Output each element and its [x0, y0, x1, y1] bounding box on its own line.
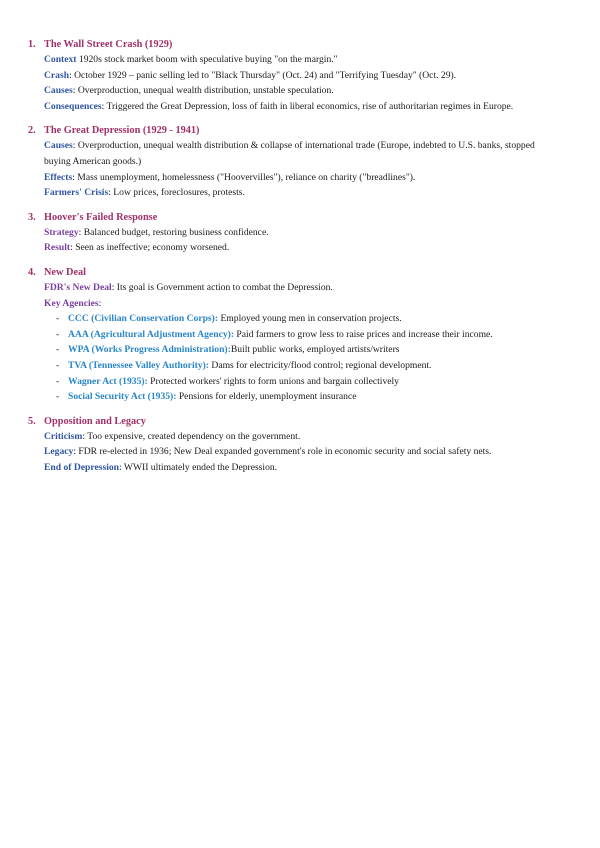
section-title: Opposition and Legacy	[44, 415, 146, 427]
agency-name: TVA (Tennessee Valley Authority):	[68, 359, 209, 371]
agency-text: Built public works, employed artists/writers	[230, 344, 400, 356]
agency-list	[44, 311, 558, 405]
result-line	[44, 240, 558, 256]
line-text: : Low prices, foreclosures, protests.	[108, 187, 245, 199]
agency-text: Employed young men in conservation projects.	[218, 313, 402, 325]
section-heading	[28, 123, 558, 138]
section-number: 5.	[28, 415, 36, 427]
section-title: New Deal	[44, 266, 87, 278]
line-text: : Mass unemployment, homelessness ("Hoovervilles"), reliance on charity ("breadlines").	[72, 171, 416, 183]
effects-line	[44, 170, 558, 186]
agency-text: Pensions for elderly, unemployment insurance	[176, 391, 357, 403]
criticism-line	[44, 429, 558, 445]
line-text: : Too expensive, created dependency on the government.	[82, 430, 301, 442]
section-number: 1.	[28, 39, 36, 50]
line-label: Causes	[44, 140, 73, 152]
line-text: : FDR re-elected in 1936; New Deal expanded government's role in economic security and social safety nets.	[73, 446, 492, 458]
section-body	[44, 280, 558, 405]
section-body	[44, 225, 558, 256]
line-label: Legacy	[44, 446, 74, 458]
section-body	[44, 138, 558, 200]
strategy-line	[44, 225, 558, 241]
line-label: Result	[44, 242, 71, 254]
section-list	[28, 37, 558, 484]
section-number: 4.	[28, 266, 36, 278]
agency-name: WPA (Works Progress Administration):	[68, 344, 231, 356]
section-title: The Wall Street Crash (1929)	[44, 39, 173, 50]
farmers-crisis-line	[44, 185, 558, 201]
agency-item-wagner-act	[56, 374, 558, 390]
line-text: : WWII ultimately ended the Depression.	[119, 461, 278, 473]
dash-bullet: -	[56, 359, 60, 371]
section-heading	[28, 414, 558, 429]
agency-text: Dams for electricity/flood control; regional development.	[209, 359, 432, 371]
agency-name: AAA (Agricultural Adjustment Agency):	[68, 328, 235, 340]
dash-bullet: -	[56, 313, 60, 325]
section-number: 3.	[28, 211, 36, 223]
section-hoover-response	[28, 210, 558, 256]
line-text: : Its goal is Government action to combat the Depression.	[111, 281, 333, 293]
line-label: Crash	[44, 69, 70, 81]
agency-item-aaa	[56, 327, 558, 343]
line-label: Strategy	[44, 226, 79, 238]
line-label: FDR's New Deal	[44, 281, 112, 293]
section-title: The Great Depression (1929 - 1941)	[44, 125, 200, 137]
key-agencies-line	[44, 296, 558, 312]
agency-text: Protected workers' rights to form unions and bargain collectively	[147, 375, 399, 387]
section-body	[44, 429, 558, 476]
line-text: : October 1929 – panic selling led to "Black Thursday" (Oct. 24) and "Terrifying Tuesday" (Oct. 29).	[69, 69, 457, 81]
section-opposition-legacy	[28, 414, 558, 476]
line-text: : Triggered the Great Depression, loss of faith in liberal economics, rise of authoritarian regimes in Europe.	[101, 100, 514, 112]
section-number: 2.	[28, 125, 36, 137]
line-label: Consequences	[44, 100, 102, 112]
line-label: Key Agencies	[44, 297, 99, 309]
agency-name: CCC (Civilian Conservation Corps):	[68, 313, 219, 325]
agency-name: Social Security Act (1935):	[68, 391, 177, 403]
line-label: Context	[44, 54, 77, 65]
section-new-deal	[28, 265, 558, 405]
section-great-depression	[28, 123, 558, 200]
line-label: Criticism	[44, 430, 83, 442]
dash-bullet: -	[56, 375, 60, 387]
agency-name: Wagner Act (1935):	[68, 375, 148, 387]
line-label: Farmers' Crisis	[44, 187, 109, 199]
line-text: : Seen as ineffective; economy worsened.	[70, 242, 230, 254]
causes-line	[44, 138, 558, 169]
line-label: Effects	[44, 171, 73, 183]
agency-item-social-security-act	[56, 389, 558, 405]
section-heading	[28, 265, 558, 280]
dash-bullet: -	[56, 391, 60, 403]
crash-line	[44, 68, 558, 84]
section-title: Hoover's Failed Response	[44, 211, 158, 223]
agency-item-tva	[56, 358, 558, 374]
line-text: :	[98, 297, 102, 309]
line-label: Causes	[44, 85, 73, 97]
dash-bullet: -	[56, 328, 60, 340]
section-wall-street-crash	[28, 37, 558, 114]
agency-item-wpa	[56, 342, 558, 358]
consequences-line	[44, 99, 558, 115]
line-text: : Overproduction, unequal wealth distribution, unstable speculation.	[72, 85, 334, 97]
line-text: 1920s stock market boom with speculative buying "on the margin."	[76, 54, 338, 65]
dash-bullet: -	[56, 344, 60, 356]
line-text: : Balanced budget, restoring business confidence.	[78, 226, 269, 238]
fdr-new-deal-line	[44, 280, 558, 296]
line-label: End of Depression	[44, 461, 119, 473]
agency-text: Paid farmers to grow less to raise prices and increase their income.	[234, 328, 493, 340]
section-heading	[28, 210, 558, 225]
section-heading	[28, 37, 558, 52]
legacy-line	[44, 444, 558, 460]
context-line	[44, 52, 558, 68]
end-of-depression-line	[44, 460, 558, 476]
line-text: : Overproduction, unequal wealth distribution & collapse of international trade (Europe, indebted to U.S. banks, stopped buying American goods.)	[44, 140, 535, 167]
section-body	[44, 52, 558, 114]
causes-line	[44, 83, 558, 99]
agency-item-ccc	[56, 311, 558, 327]
